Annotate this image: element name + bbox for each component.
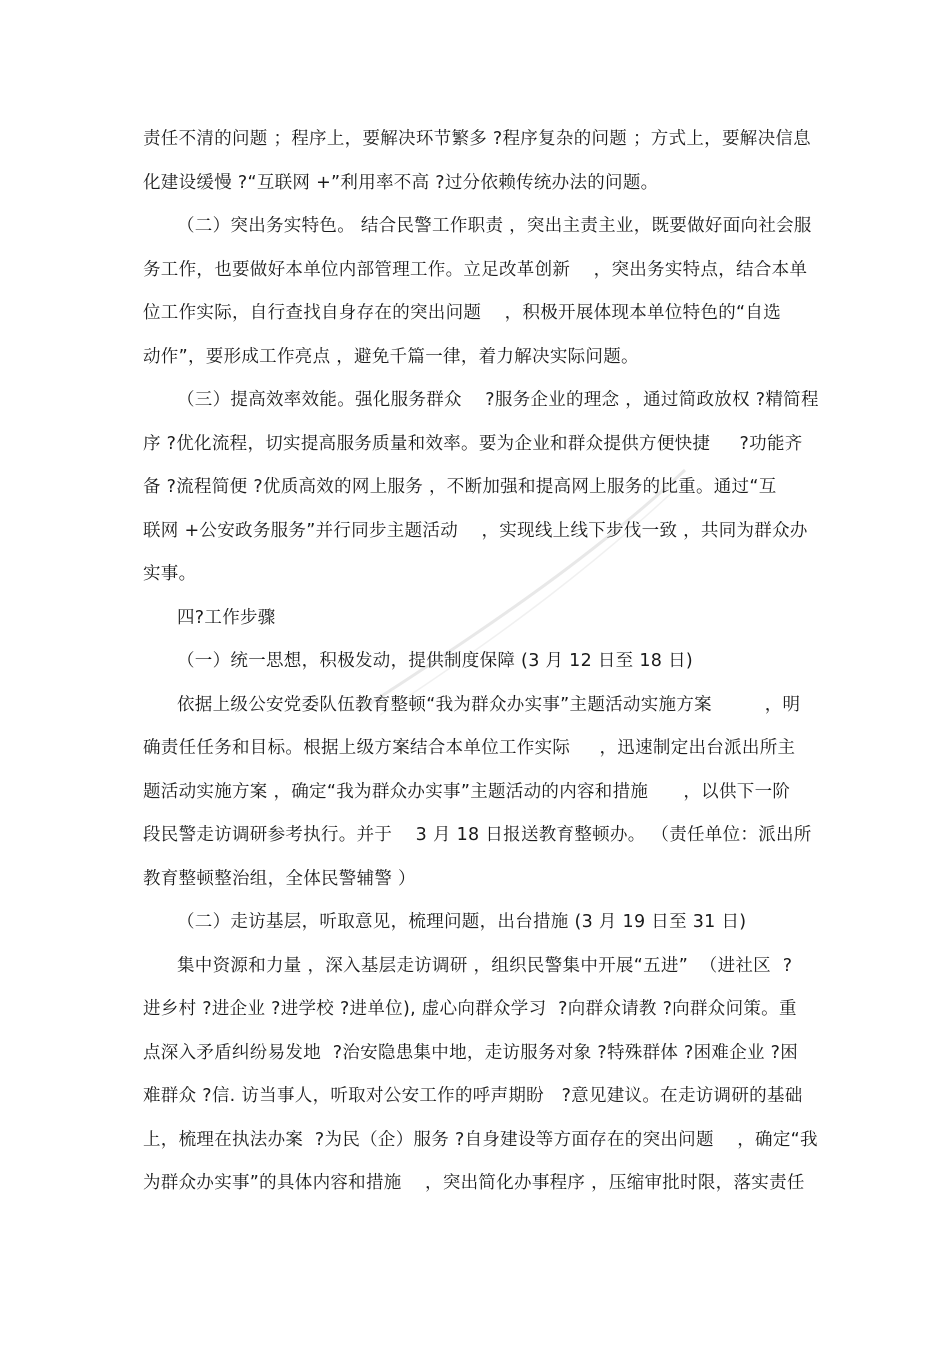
subsection-heading: （一）统一思想，积极发动，提供制度保障 (3 月 12 日至 18 日) [177,651,693,671]
text-line: 联网 +公安政务服务”并行同步主题活动 ，实现线上线下步伐一致 ，共同为群众办 [143,521,808,541]
text-line: 备 ?流程简便 ?优质高效的网上服务 ，不断加强和提高网上服务的比重。通过“互 [143,477,777,497]
text-line: 序 ?优化流程，切实提高服务质量和效率。要为企业和群众提供方便快捷 ?功能齐 [143,434,803,454]
text-line: 题活动实施方案 ，确定“我为群众办实事”主题活动的内容和措施 ，以供下一阶 [143,782,791,802]
text-line: 点深入矛盾纠纷易发地 ?治安隐患集中地，走访服务对象 ?特殊群体 ?困难企业 ?困 [143,1043,799,1063]
subsection-heading: （二）走访基层，听取意见，梳理问题，出台措施 (3 月 19 日至 31 日) [177,912,747,932]
text-line: 依据上级公安党委队伍教育整顿“我为群众办实事”主题活动实施方案 ，明 [177,695,801,715]
text-line: 集中资源和力量 ，深入基层走访调研 ，组织民警集中开展“五进” （进社区 ? [177,956,793,976]
text-line: 进乡村 ?进企业 ?进学校 ?进单位), 虚心向群众学习 ?向群众请教 ?向群众问策。重 [143,999,797,1019]
text-line: 难群众 ?信. 访当事人，听取对公安工作的呼声期盼 ?意见建议。在走访调研的基础 [143,1086,803,1106]
text-line: （二）突出务实特色。 结合民警工作职责 ，突出主责主业，既要做好面向社会服 [177,216,812,236]
text-line: 责任不清的问题 ；程序上，要解决环节繁多 ?程序复杂的问题 ；方式上，要解决信息 [143,129,811,149]
text-line: 段民警走访调研参考执行。并于 3 月 18 日报送教育整顿办。 （责任单位：派出所 [143,825,812,845]
text-line: 动作”，要形成工作亮点 ，避免千篇一律，着力解决实际问题。 [143,347,639,367]
text-line: 为群众办实事”的具体内容和措施 ，突出简化办事程序 ，压缩审批时限，落实责任 [143,1173,805,1193]
text-line: 化建设缓慢 ?“互联网 +”利用率不高 ?过分依赖传统办法的问题。 [143,173,659,193]
text-line: 位工作实际，自行查找自身存在的突出问题 ，积极开展体现本单位特色的“自选 [143,303,782,323]
text-line: 上，梳理在执法办案 ?为民（企）服务 ?自身建设等方面存在的突出问题 ，确定“我 [143,1130,818,1150]
section-heading: 四?工作步骤 [177,608,276,628]
text-line: 确责任任务和目标。根据上级方案结合本单位工作实际 ，迅速制定出台派出所主 [143,738,796,758]
text-line: （三）提高效率效能。强化服务群众 ?服务企业的理念 ，通过简政放权 ?精简程 [177,390,819,410]
text-line: 教育整顿整治组，全体民警辅警 ） [143,869,416,889]
text-line: 务工作，也要做好本单位内部管理工作。立足改革创新 ，突出务实特点，结合本单 [143,260,808,280]
text-line: 实事。 [143,564,197,584]
